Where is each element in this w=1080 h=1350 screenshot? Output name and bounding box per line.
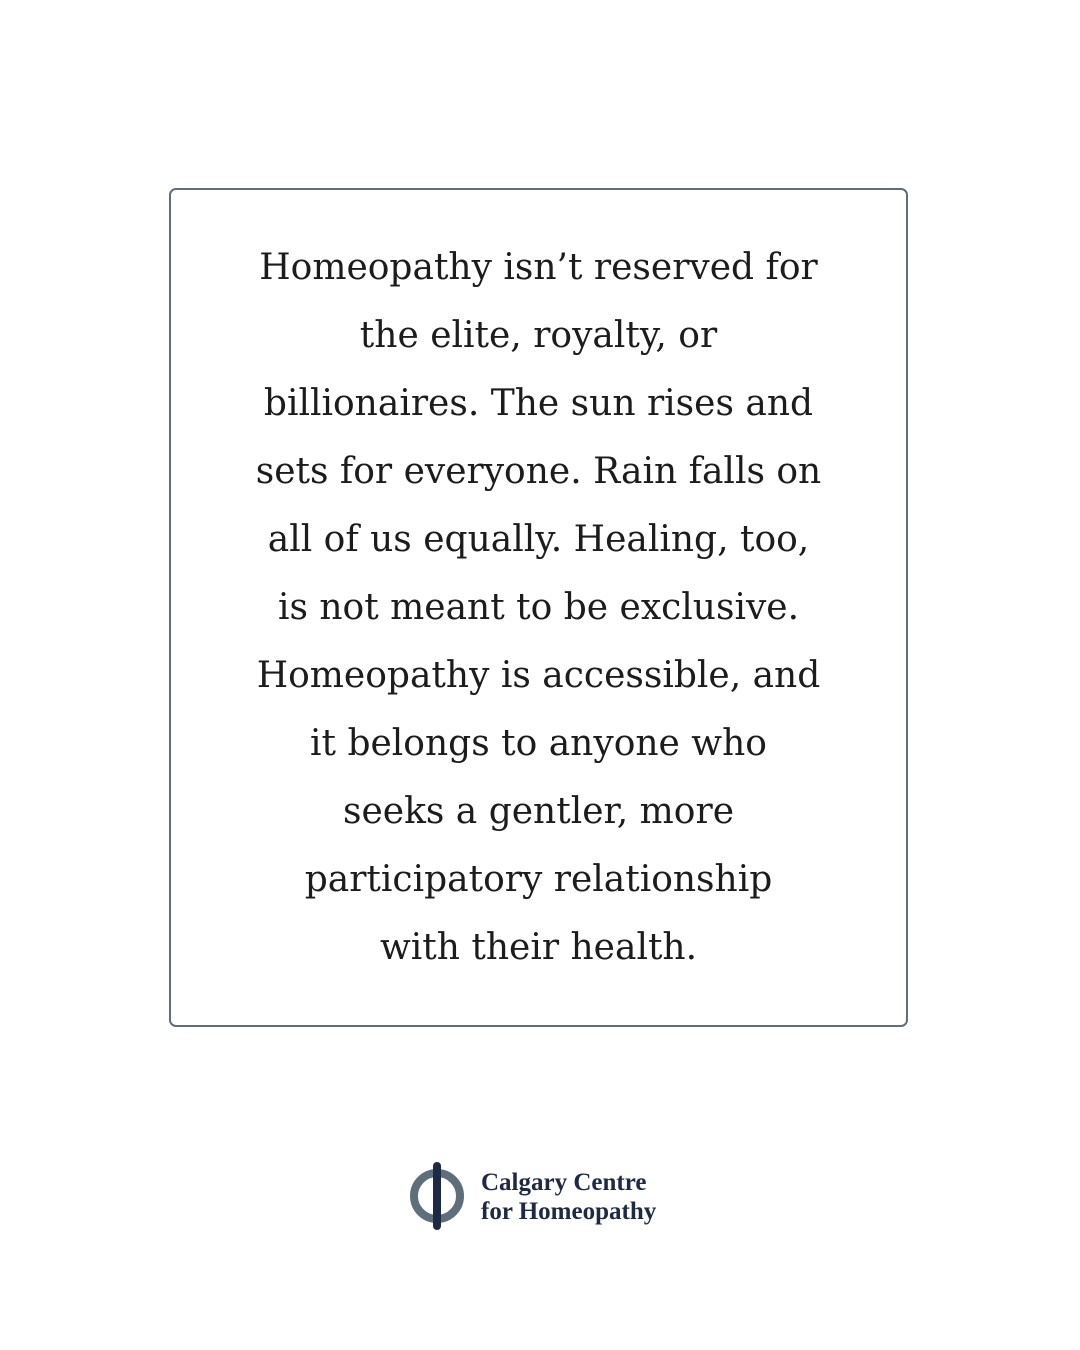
quote-line: is not meant to be exclusive.	[277, 587, 800, 628]
brand-name-line-2: for Homeopathy	[481, 1198, 657, 1225]
quote-card	[169, 188, 908, 1027]
quote-line: sets for everyone. Rain falls on	[255, 451, 822, 492]
quote-line: billionaires. The sun rises and	[263, 383, 814, 424]
quote-line: seeks a gentler, more	[342, 791, 734, 832]
quote-line: with their health.	[379, 927, 698, 968]
quote-line: Homeopathy is accessible, and	[256, 655, 821, 696]
quote-line: participatory relationship	[304, 859, 773, 900]
brand-name	[481, 1168, 656, 1226]
quote-line: Homeopathy isn’t reserved for	[259, 247, 818, 288]
quote-line: the elite, royalty, or	[359, 315, 718, 356]
brand-footer	[405, 1160, 675, 1232]
brand-name-line-1: Calgary Centre	[481, 1169, 647, 1196]
quote-line: it belongs to anyone who	[310, 723, 767, 764]
quote-line: all of us equally. Healing, too,	[267, 519, 810, 560]
brand-logo-icon	[405, 1160, 469, 1232]
quote-text	[171, 234, 906, 982]
